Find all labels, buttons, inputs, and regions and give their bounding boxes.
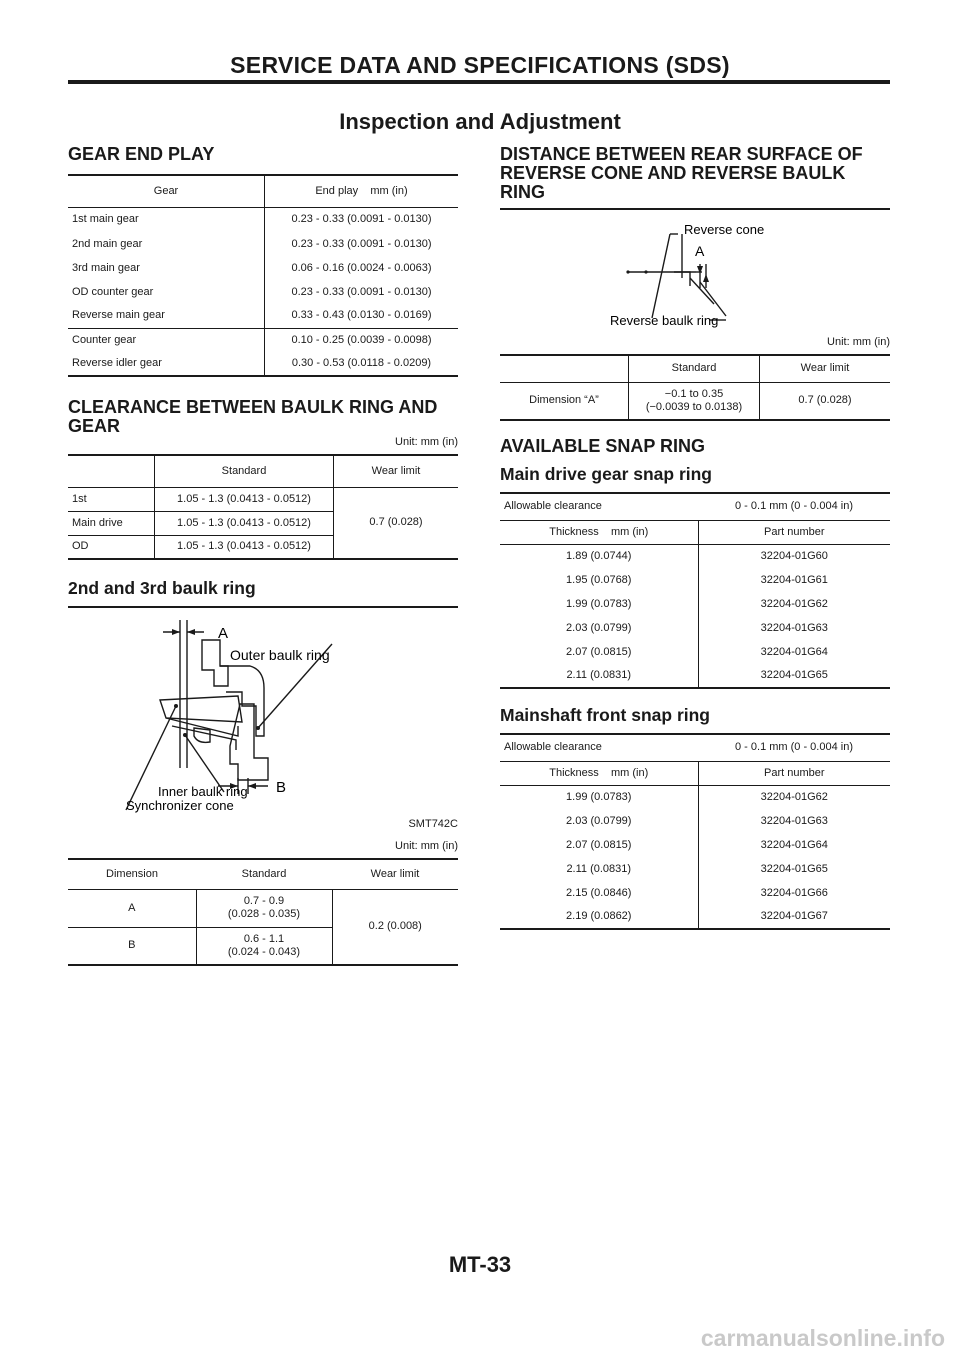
label-a: A (695, 243, 705, 259)
standard-value (196, 889, 332, 927)
part-number: 32204-01G64 (698, 640, 890, 664)
standard-in: (0.024 - 0.043) (227, 945, 301, 958)
column-header-blank (500, 355, 629, 382)
dimension-label: Dimension “A” (529, 394, 599, 407)
baulk-ring-diagram (68, 618, 458, 818)
end-play-value: 0.06 - 0.16 (0.0024 - 0.0063) (265, 256, 459, 280)
standard-in: (0.028 - 0.035) (227, 908, 301, 920)
section-header: SERVICE DATA AND SPECIFICATIONS (SDS) (230, 52, 730, 78)
end-play-value: 0.10 - 0.25 (0.0039 - 0.0098) (265, 328, 459, 352)
table-header-row (68, 859, 458, 889)
wear-limit-value: 0.2 (0.008) (332, 889, 458, 965)
table-row (68, 304, 458, 328)
table-row (68, 889, 458, 927)
table-row (500, 809, 890, 833)
wear-limit-value: 0.7 (0.028) (334, 487, 459, 559)
column-header-end-play: End play mm (in) (265, 175, 459, 207)
page-code: MT-33 (448, 1252, 512, 1277)
gear-name: 2nd main gear (72, 237, 143, 250)
clearance-heading (68, 398, 458, 436)
page-title: Inspection and Adjustment (339, 109, 621, 134)
clearance-heading-line1: CLEARANCE BETWEEN BAULK RING AND (68, 397, 438, 417)
gear-name: Reverse idler gear (72, 357, 162, 369)
main-drive-snap-ring-table (500, 494, 890, 689)
column-header-standard: Standard (155, 455, 334, 487)
table-row (500, 833, 890, 857)
table-row (68, 232, 458, 256)
thickness-value: 1.99 (0.0783) (566, 597, 632, 610)
table-header-row (500, 520, 890, 544)
table-row (500, 640, 890, 664)
left-column (68, 145, 458, 966)
gear-name: 3rd main gear (72, 261, 140, 274)
snap-ring-heading: AVAILABLE SNAP RING (500, 436, 706, 456)
column-header-standard: Standard (241, 867, 287, 880)
table-row (500, 382, 890, 420)
part-number: 32204-01G66 (698, 881, 890, 905)
end-play-value: 0.33 - 0.43 (0.0130 - 0.0169) (265, 304, 459, 328)
table-row (500, 592, 890, 616)
mainshaft-snap-ring-table (500, 735, 890, 930)
table-row (500, 857, 890, 881)
label-b: B (276, 779, 287, 796)
thickness-value: 2.07 (0.0815) (566, 645, 632, 658)
standard-mm: −0.1 to 0.35 (664, 387, 724, 400)
clearance-row (500, 494, 890, 520)
label-synchronizer-cone: Synchronizer cone (126, 798, 234, 813)
reverse-distance-heading (500, 145, 890, 202)
table-row (500, 544, 890, 568)
thickness-value: 2.11 (0.0831) (566, 669, 632, 681)
column-header-thickness: Thickness mm (in) (549, 525, 649, 538)
clearance-unit: Unit: mm (in) (395, 436, 458, 448)
table-row (68, 207, 458, 232)
reverse-distance-heading-line1: DISTANCE BETWEEN REAR SURFACE OF (500, 144, 863, 164)
column-header-blank (68, 455, 155, 487)
right-column (500, 145, 890, 930)
standard-value (196, 927, 332, 965)
table-row (500, 785, 890, 809)
part-number: 32204-01G65 (698, 857, 890, 881)
part-number: 32204-01G62 (698, 785, 890, 809)
table-row (500, 881, 890, 905)
thickness-value: 2.03 (0.0799) (566, 814, 632, 827)
label-a: A (218, 625, 229, 642)
clearance-label: Allowable clearance (504, 500, 602, 513)
gear-end-play-heading: GEAR END PLAY (68, 144, 215, 164)
clearance-value: 0 - 0.1 mm (0 - 0.004 in) (735, 741, 853, 754)
table-row (68, 328, 458, 352)
figure-code: SMT742C (408, 818, 458, 830)
reverse-distance-unit: Unit: mm (in) (827, 336, 890, 348)
part-number: 32204-01G61 (698, 568, 890, 592)
table-row (500, 616, 890, 640)
part-number: 32204-01G65 (698, 664, 890, 688)
standard-value: 1.05 - 1.3 (0.0413 - 0.0512) (155, 487, 334, 511)
baulk-23-heading: 2nd and 3rd baulk ring (68, 578, 256, 598)
gear-name: Counter gear (72, 333, 137, 346)
header-rule (68, 80, 890, 84)
clearance-value: 0 - 0.1 mm (0 - 0.004 in) (735, 500, 853, 513)
part-number: 32204-01G67 (698, 905, 890, 929)
column-header-gear: Gear (153, 184, 179, 197)
part-number: 32204-01G62 (698, 592, 890, 616)
reverse-distance-heading-line2: REVERSE CONE AND REVERSE BAULK (500, 163, 846, 183)
column-header-wear-limit: Wear limit (334, 455, 459, 487)
column-header-dimension: Dimension (106, 867, 158, 880)
standard-mm: 0.7 - 0.9 (243, 895, 285, 907)
standard-value: 1.05 - 1.3 (0.0413 - 0.0512) (155, 511, 334, 535)
end-play-value: 0.30 - 0.53 (0.0118 - 0.0209) (265, 352, 459, 376)
gear-name: Reverse main gear (72, 309, 165, 322)
baulk-23-unit: Unit: mm (in) (395, 840, 458, 852)
reverse-distance-heading-line3: RING (500, 182, 545, 202)
table-header-row (500, 761, 890, 785)
thickness-value: 1.95 (0.0768) (566, 573, 632, 586)
thickness-value: 2.03 (0.0799) (566, 621, 632, 634)
end-play-value: 0.23 - 0.33 (0.0091 - 0.0130) (265, 232, 459, 256)
label-reverse-baulk-ring: Reverse baulk ring (610, 313, 719, 328)
ring-name: OD (72, 540, 89, 553)
table-header-row (500, 355, 890, 382)
column-header-wear-limit: Wear limit (760, 355, 891, 382)
standard-value (629, 382, 760, 420)
clearance-heading-line2: GEAR (68, 416, 121, 436)
table-row (68, 256, 458, 280)
table-header-row (68, 455, 458, 487)
column-header-part-number: Part number (698, 520, 890, 544)
clearance-table (68, 454, 458, 560)
thickness-value: 2.15 (0.0846) (566, 886, 632, 899)
standard-value: 1.05 - 1.3 (0.0413 - 0.0512) (155, 535, 334, 559)
table-row (68, 352, 458, 376)
gear-name: 1st main gear (72, 213, 139, 226)
column-header-part-number: Part number (698, 761, 890, 785)
label-outer-baulk-ring: Outer baulk ring (230, 647, 330, 663)
label-inner-baulk-ring: Inner baulk ring (158, 784, 248, 799)
table-row (500, 905, 890, 929)
column-header-thickness: Thickness mm (in) (549, 766, 649, 779)
column-header-standard: Standard (629, 355, 760, 382)
table-header-row (68, 175, 458, 207)
table-row (500, 568, 890, 592)
table-row (68, 487, 458, 511)
part-number: 32204-01G64 (698, 833, 890, 857)
end-play-value: 0.23 - 0.33 (0.0091 - 0.0130) (265, 207, 459, 232)
thickness-value: 2.11 (0.0831) (566, 862, 632, 875)
column-header-wear-limit: Wear limit (370, 867, 420, 880)
part-number: 32204-01G63 (698, 809, 890, 833)
dimension-label: B (128, 939, 136, 952)
section-rule (500, 208, 890, 210)
part-number: 32204-01G60 (698, 544, 890, 568)
wear-limit-value: 0.7 (0.028) (760, 382, 891, 420)
ring-name: Main drive (72, 516, 123, 529)
mainshaft-heading: Mainshaft front snap ring (500, 705, 710, 725)
table-row (500, 664, 890, 688)
table-row (68, 280, 458, 304)
standard-in: (−0.0039 to 0.0138) (645, 400, 743, 413)
main-drive-heading: Main drive gear snap ring (500, 464, 712, 484)
thickness-value: 2.07 (0.0815) (566, 838, 632, 851)
thickness-value: 1.99 (0.0783) (566, 790, 632, 803)
standard-mm: 0.6 - 1.1 (243, 932, 285, 945)
thickness-value: 1.89 (0.0744) (566, 549, 632, 562)
part-number: 32204-01G63 (698, 616, 890, 640)
gear-name: OD counter gear (72, 285, 154, 298)
clearance-label: Allowable clearance (504, 741, 602, 754)
clearance-row (500, 735, 890, 761)
ring-name: 1st (72, 492, 87, 505)
thickness-value: 2.19 (0.0862) (566, 910, 632, 922)
gear-end-play-table (68, 174, 458, 377)
reverse-cone-diagram (500, 212, 890, 330)
label-reverse-cone: Reverse cone (684, 222, 765, 237)
section-rule (68, 606, 458, 608)
reverse-distance-table (500, 354, 890, 421)
baulk-23-table (68, 858, 458, 966)
watermark: carmanualsonline.info (700, 1325, 945, 1351)
dimension-label: A (128, 901, 136, 914)
end-play-value: 0.23 - 0.33 (0.0091 - 0.0130) (265, 280, 459, 304)
